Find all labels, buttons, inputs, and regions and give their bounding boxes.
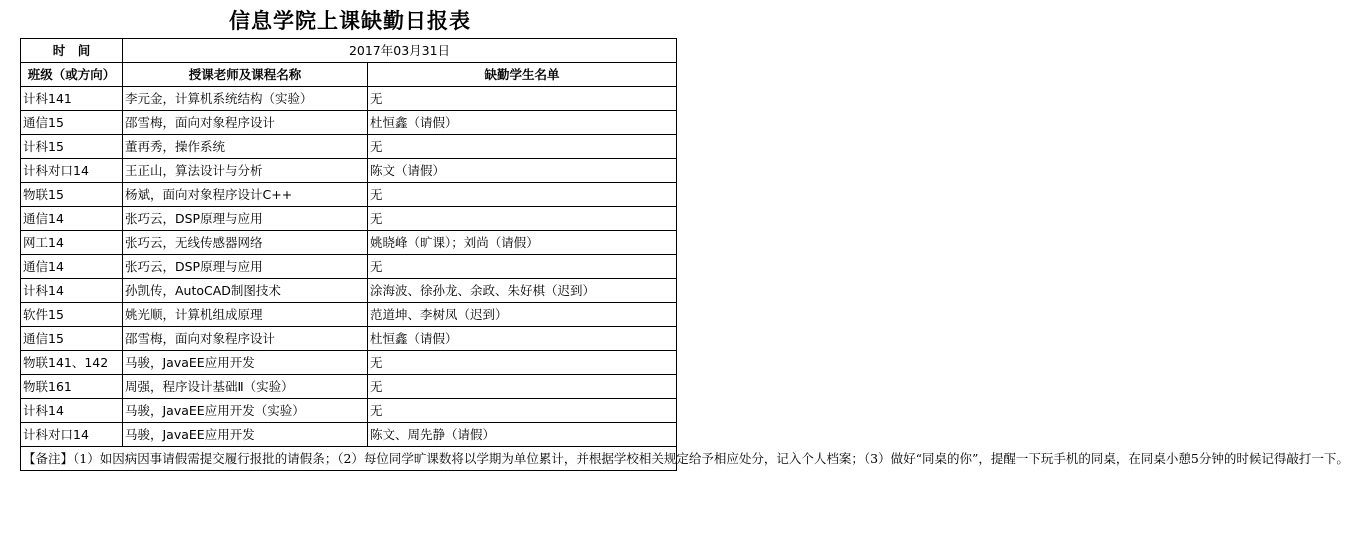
date-row — [21, 39, 677, 63]
course-cell: 马骏，JavaEE应用开发（实验） — [123, 399, 368, 423]
class-cell: 物联141、142 — [21, 351, 123, 375]
course-cell: 董再秀，操作系统 — [123, 135, 368, 159]
table-row — [21, 303, 677, 327]
course-cell: 张巧云，DSP原理与应用 — [123, 207, 368, 231]
absent-cell: 涂海波、徐孙龙、余政、朱好棋（迟到） — [368, 279, 677, 303]
table-row — [21, 399, 677, 423]
absent-cell: 无 — [368, 255, 677, 279]
table-row — [21, 255, 677, 279]
class-cell: 通信15 — [21, 327, 123, 351]
course-cell: 孙凯传，AutoCAD制图技术 — [123, 279, 368, 303]
course-cell: 马骏，JavaEE应用开发 — [123, 351, 368, 375]
absence-report-table — [20, 38, 1349, 471]
course-cell: 姚光顺，计算机组成原理 — [123, 303, 368, 327]
table-row — [21, 423, 677, 447]
class-cell: 通信15 — [21, 111, 123, 135]
absent-cell: 陈文、周先静（请假） — [368, 423, 677, 447]
class-cell: 软件15 — [21, 303, 123, 327]
remarks-note: 【备注】（1）如因病因事请假需提交履行报批的请假条；（2）每位同学旷课数将以学期为单位累计，并根据学校相关规定给予相应处分，记入个人档案；（3）做好“同桌的你”，提醒一下玩手机的同桌，在同桌小憩5分钟的时候记得敲打一下。 — [21, 447, 677, 471]
column-header-row — [21, 63, 677, 87]
absent-column-header: 缺勤学生名单 — [368, 63, 677, 87]
table-row — [21, 327, 677, 351]
absent-cell: 杜恒鑫（请假） — [368, 327, 677, 351]
report-title: 信息学院上课缺勤日报表 — [229, 8, 471, 33]
table-body — [21, 39, 1349, 471]
course-column-header: 授课老师及课程名称 — [123, 63, 368, 87]
course-cell: 王正山，算法设计与分析 — [123, 159, 368, 183]
class-cell: 通信14 — [21, 207, 123, 231]
table-row — [21, 159, 677, 183]
absent-cell: 陈文（请假） — [368, 159, 677, 183]
class-cell: 计科对口14 — [21, 423, 123, 447]
time-label: 时 间 — [21, 39, 123, 63]
absent-cell: 姚晓峰（旷课）；刘尚（请假） — [368, 231, 677, 255]
class-cell: 计科14 — [21, 279, 123, 303]
class-cell: 物联161 — [21, 375, 123, 399]
absent-cell: 无 — [368, 375, 677, 399]
course-cell: 马骏，JavaEE应用开发 — [123, 423, 368, 447]
report-date: 2017年03月31日 — [123, 39, 677, 63]
class-column-header: 班级（或方向） — [21, 63, 123, 87]
absent-cell: 无 — [368, 207, 677, 231]
table-row — [21, 231, 677, 255]
absent-cell: 无 — [368, 135, 677, 159]
class-cell: 物联15 — [21, 183, 123, 207]
absent-cell: 无 — [368, 87, 677, 111]
absent-cell: 杜恒鑫（请假） — [368, 111, 677, 135]
absent-cell: 无 — [368, 183, 677, 207]
course-cell: 杨斌，面向对象程序设计C++ — [123, 183, 368, 207]
table-row — [21, 351, 677, 375]
class-cell: 网工14 — [21, 231, 123, 255]
course-cell: 周强，程序设计基础Ⅱ（实验） — [123, 375, 368, 399]
absent-cell: 无 — [368, 399, 677, 423]
table-row — [21, 279, 677, 303]
table-row — [21, 87, 677, 111]
course-cell: 张巧云，无线传感器网络 — [123, 231, 368, 255]
class-cell: 计科15 — [21, 135, 123, 159]
table-row — [21, 183, 677, 207]
class-cell: 计科对口14 — [21, 159, 123, 183]
course-cell: 张巧云，DSP原理与应用 — [123, 255, 368, 279]
course-cell: 邵雪梅，面向对象程序设计 — [123, 327, 368, 351]
table-row — [21, 135, 677, 159]
note-row — [21, 447, 677, 471]
course-cell: 李元金，计算机系统结构（实验） — [123, 87, 368, 111]
absent-cell: 无 — [368, 351, 677, 375]
table-row — [21, 207, 677, 231]
class-cell: 计科141 — [21, 87, 123, 111]
table-row — [21, 375, 677, 399]
table-row — [21, 111, 677, 135]
absent-cell: 范道坤、李树凤（迟到） — [368, 303, 677, 327]
class-cell: 通信14 — [21, 255, 123, 279]
class-cell: 计科14 — [21, 399, 123, 423]
course-cell: 邵雪梅，面向对象程序设计 — [123, 111, 368, 135]
